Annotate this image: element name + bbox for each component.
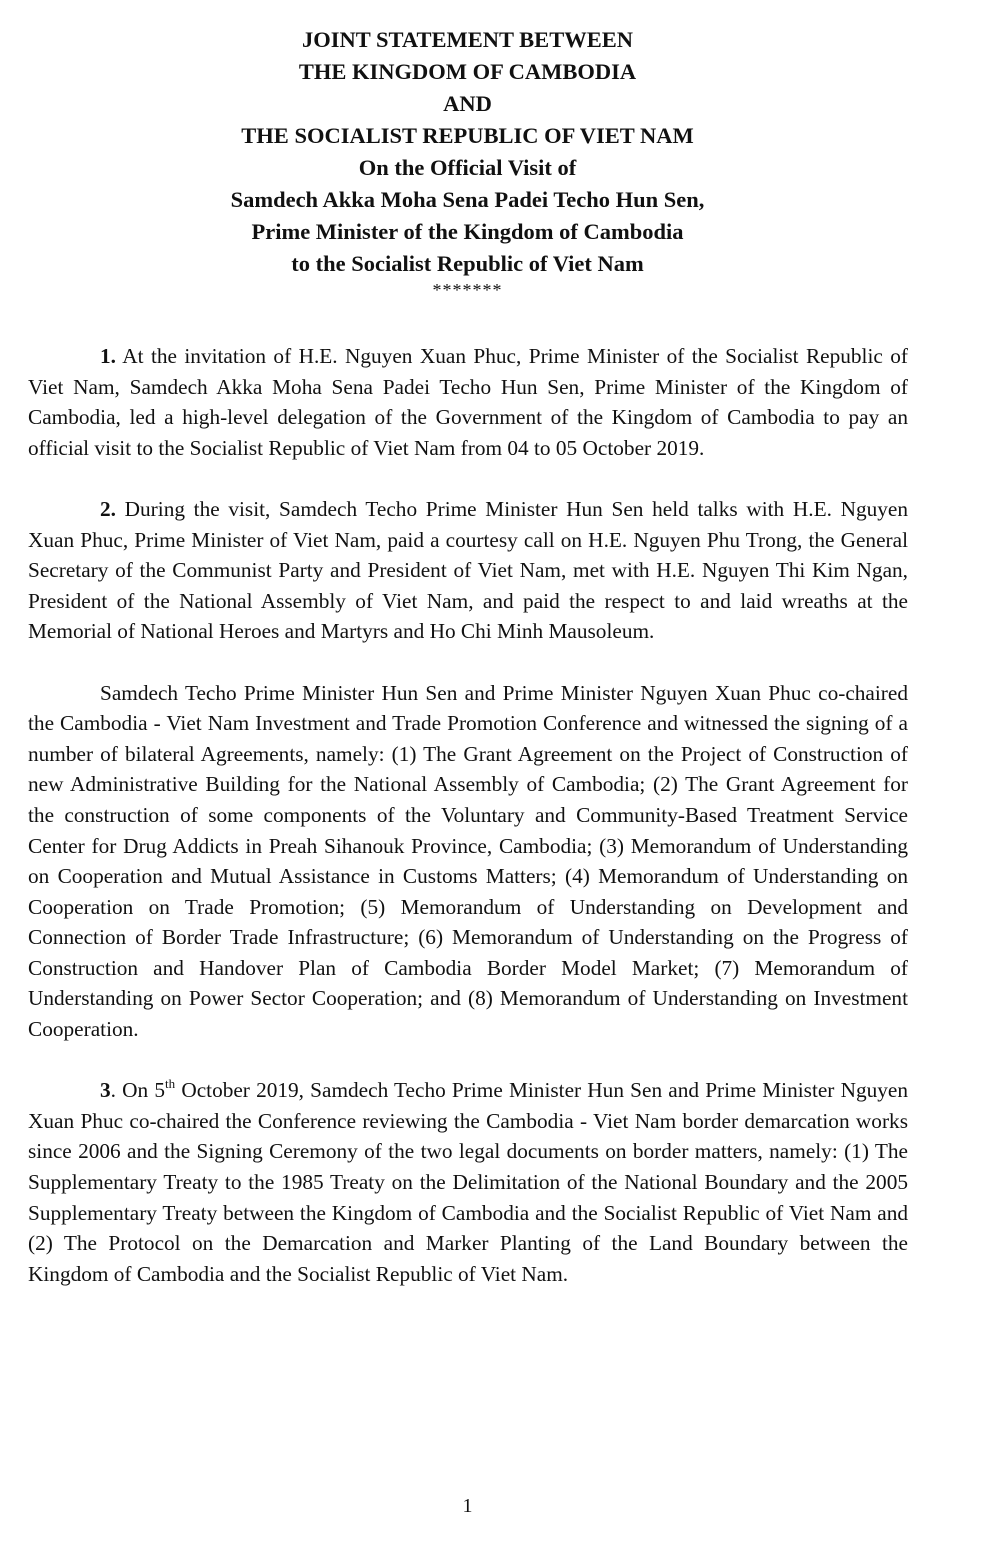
- title-line: THE KINGDOM OF CAMBODIA: [298, 59, 637, 84]
- paragraph-number: 3: [100, 1078, 111, 1103]
- paragraph-number: 2.: [100, 496, 116, 521]
- document-body: [28, 341, 908, 1320]
- subtitle-line: Prime Minister of the Kingdom of Cambodia: [251, 219, 684, 244]
- title-line: JOINT STATEMENT BETWEEN: [302, 27, 633, 52]
- document-title-block: [0, 24, 935, 300]
- title-line: THE SOCIALIST REPUBLIC OF VIET NAM: [241, 123, 694, 148]
- paragraph-text: Samdech Techo Prime Minister Hun Sen and Prime Minister Nguyen Xuan Phuc co-chaired the Cambodia - Viet Nam Investment and Trade Promotion Conference and witnessed the signing of a number of bilateral Agreements, namely: (1) The Grant Agreement on the Project of Construction of new Administrative Building for the National Assembly of Cambodia; (2) The Grant Agreement for the construction of some components of the Voluntary and Community-Based Treatment Service Center for Drug Addicts in Preah Sihanouk Province, Cambodia; (3) Memorandum of Understanding on Cooperation and Mutual Assistance in Customs Matters; (4) Memorandum of Understanding on Cooperation on Trade Promotion; (5) Memorandum of Understanding on Development and Connection of Border Trade Infrastructure; (6) Memorandum of Understanding on the Progress of Construction and Handover Plan of Cambodia Border Model Market; (7) Memorandum of Understanding on Power Sector Cooperation; and (8) Memorandum of Understanding on Investment Cooperation.: [28, 680, 908, 1042]
- paragraph-text: During the visit, Samdech Techo Prime Minister Hun Sen held talks with H.E. Nguyen Xuan Phuc, Prime Minister of Viet Nam, paid a courtesy call on H.E. Nguyen Phu Trong, the General Secretary of the Communist Party and President of Viet Nam, met with H.E. Nguyen Thi Kim Ngan, President of the National Assembly of Viet Nam, and paid the respect to and laid wreaths at the Memorial of National Heroes and Martyrs and Ho Chi Minh Mausoleum.: [28, 496, 908, 644]
- page-number: 1: [462, 1495, 473, 1517]
- ordinal-suffix: th: [165, 1076, 176, 1092]
- paragraph-text: At the invitation of H.E. Nguyen Xuan Phuc, Prime Minister of the Socialist Republic of Viet Nam, Samdech Akka Moha Sena Padei Techo Hun Sen, Prime Minister of the Kingdom of Cambodia, led a high-level delegation of the Government of the Kingdom of Cambodia to pay an official visit to the Socialist Republic of Viet Nam from 04 to 05 October 2019.: [28, 344, 908, 460]
- paragraph-text: October 2019, Samdech Techo Prime Minister Hun Sen and Prime Minister Nguyen Xuan Phuc co-chaired the Conference reviewing the Cambodia - Viet Nam border demarcation works since 2006 and the Signing Ceremony of the two legal documents on border matters, namely: (1) The Supplementary Treaty to the 1985 Treaty on the Delimitation of the National Boundary and the 2005 Supplementary Treaty between the Kingdom of Cambodia and the Socialist Republic of Viet Nam and (2) The Protocol on the Demarcation and Marker Planting of the Land Boundary between the Kingdom of Cambodia and the Socialist Republic of Viet Nam.: [28, 1078, 908, 1286]
- subtitle-line: to the Socialist Republic of Viet Nam: [291, 251, 644, 276]
- title-line: AND: [443, 91, 492, 116]
- paragraph-1: [28, 341, 908, 463]
- paragraph-number: 1.: [100, 344, 116, 368]
- paragraph-2: [28, 494, 908, 647]
- subtitle-line: Samdech Akka Moha Sena Padei Techo Hun Sen,: [230, 187, 705, 212]
- subtitle-line: On the Official Visit of: [358, 155, 577, 180]
- paragraph-3: [28, 1075, 908, 1289]
- paragraph-text: . On 5: [110, 1078, 166, 1103]
- paragraph-2-continued: [28, 678, 908, 1045]
- section-separator: *******: [432, 280, 503, 300]
